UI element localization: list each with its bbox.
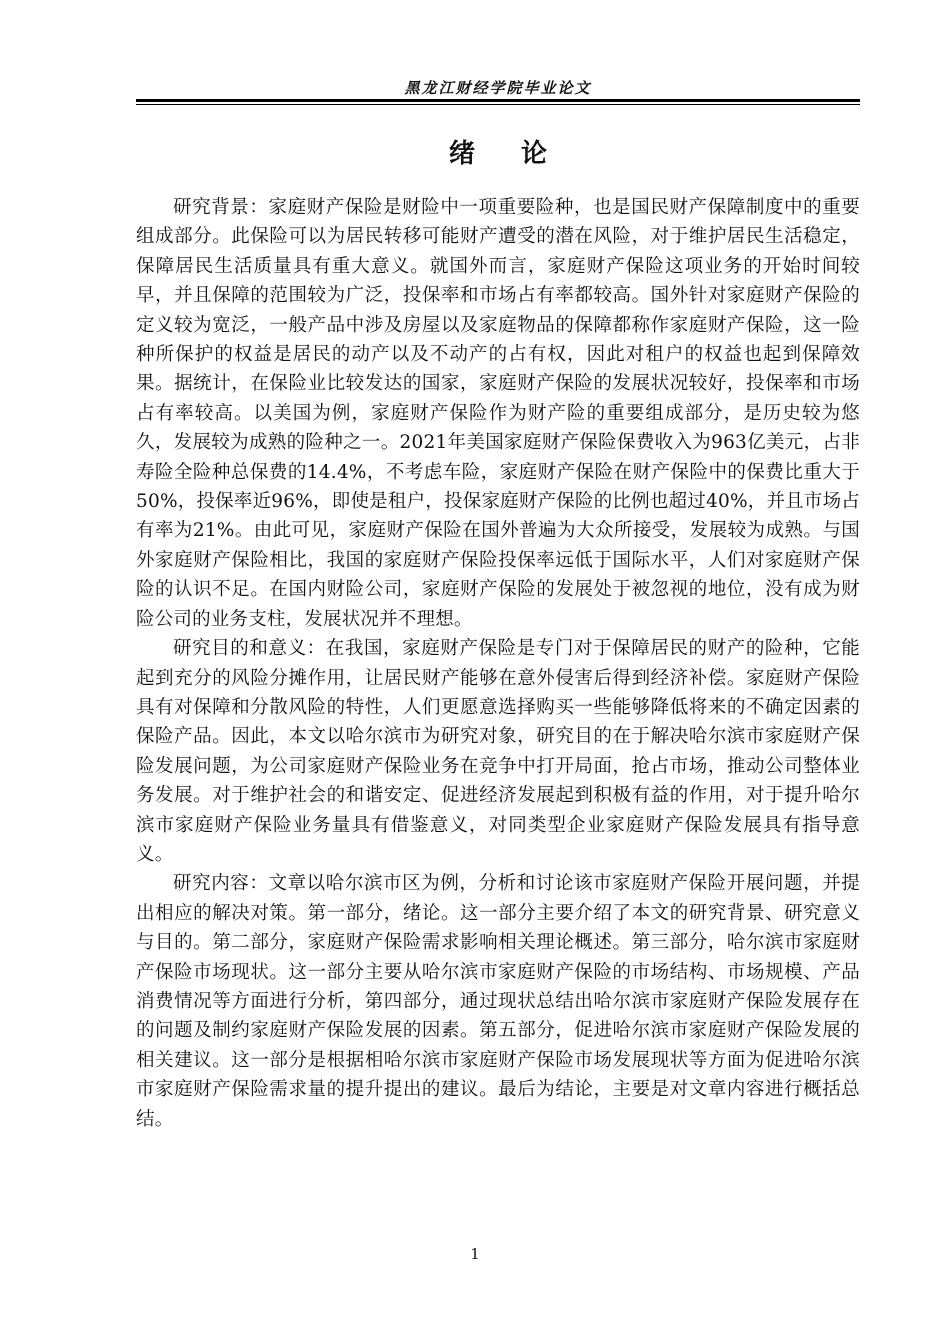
body-text [136, 193, 860, 1134]
paragraph-research-content: 研究内容：文章以哈尔滨市区为例，分析和讨论该市家庭财产保险开展问题，并提出相应的解决对策。第一部分，绪论。这一部分主要介绍了本文的研究背景、研究意义与目的。第二部分，家庭财产保险需求影响相关理论概述。第三部分，哈尔滨市家庭财产保险市场现状。这一部分主要从哈尔滨市家庭财产保险的市场结构、市场规模、产品消费情况等方面进行分析，第四部分，通过现状总结出哈尔滨市家庭财产保险发展存在的问题及制约家庭财产保险发展的因素。第五部分，促进哈尔滨市家庭财产保险发展的相关建议。这一部分是根据相哈尔滨市家庭财产保险市场发展现状等方面为促进哈尔滨市家庭财产保险需求量的提升提出的建议。最后为结论，主要是对文章内容进行概括总结。 [136, 873, 860, 1130]
paragraph-research-background: 研究背景：家庭财产保险是财险中一项重要险种，也是国民财产保障制度中的重要组成部分。此保险可以为居民转移可能财产遭受的潜在风险，对于维护居民生活稳定，保障居民生活质量具有重大意义。就国外而言，家庭财产保险这项业务的开始时间较早，并且保障的范围较为广泛，投保率和市场占有率都较高。国外针对家庭财产保险的定义较为宽泛，一般产品中涉及房屋以及家庭物品的保障都称作家庭财产保险，这一险种所保护的权益是居民的动产以及不动产的占有权，因此对租户的权益也起到保障效果。据统计，在保险业比较发达的国家，家庭财产保险的发展状况较好，投保率和市场占有率较高。以美国为例，家庭财产保险作为财产险的重要组成部分，是历史较为悠久，发展较为成熟的险种之一。2021年美国家庭财产保险保费收入为963亿美元，占非寿险全险种总保费的14.4%，不考虑车险，家庭财产保险在财产保险中的保费比重大于50%，投保率近96%，即使是租户，投保家庭财产保险的比例也超过40%，并且市场占有率为21%。由此可见，家庭财产保险在国外普遍为大众所接受，发展较为成熟。与国外家庭财产保险相比，我国的家庭财产保险投保率远低于国际水平，人们对家庭财产保险的认识不足。在国内财险公司，家庭财产保险的发展处于被忽视的地位，没有成为财险公司的业务支柱，发展状况并不理想。 [136, 197, 860, 630]
paragraph-research-purpose: 研究目的和意义：在我国，家庭财产保险是专门对于保障居民的财产的险种，它能起到充分的风险分摊作用，让居民财产能够在意外侵害后得到经济补偿。家庭财产保险具有对保障和分散风险的特性，人们更愿意选择购买一些能够降低将来的不确定因素的保险产品。因此，本文以哈尔滨市为研究对象，研究目的在于解决哈尔滨市家庭财产保险发展问题，为公司家庭财产保险业务在竞争中打开局面，抢占市场，推动公司整体业务发展。对于维护社会的和谐安定、促进经济发展起到积极有益的作用，对于提升哈尔滨市家庭财产保险业务量具有借鉴意义，对同类型企业家庭财产保险发展具有指导意义。 [136, 638, 860, 865]
running-header: 黑龙江财经学院毕业论文 [404, 79, 592, 97]
chapter-title: 绪论 [448, 139, 593, 169]
page-number: 1 [470, 1245, 480, 1263]
header-rule-thin [136, 104, 860, 105]
header-rule-thick [136, 99, 860, 102]
